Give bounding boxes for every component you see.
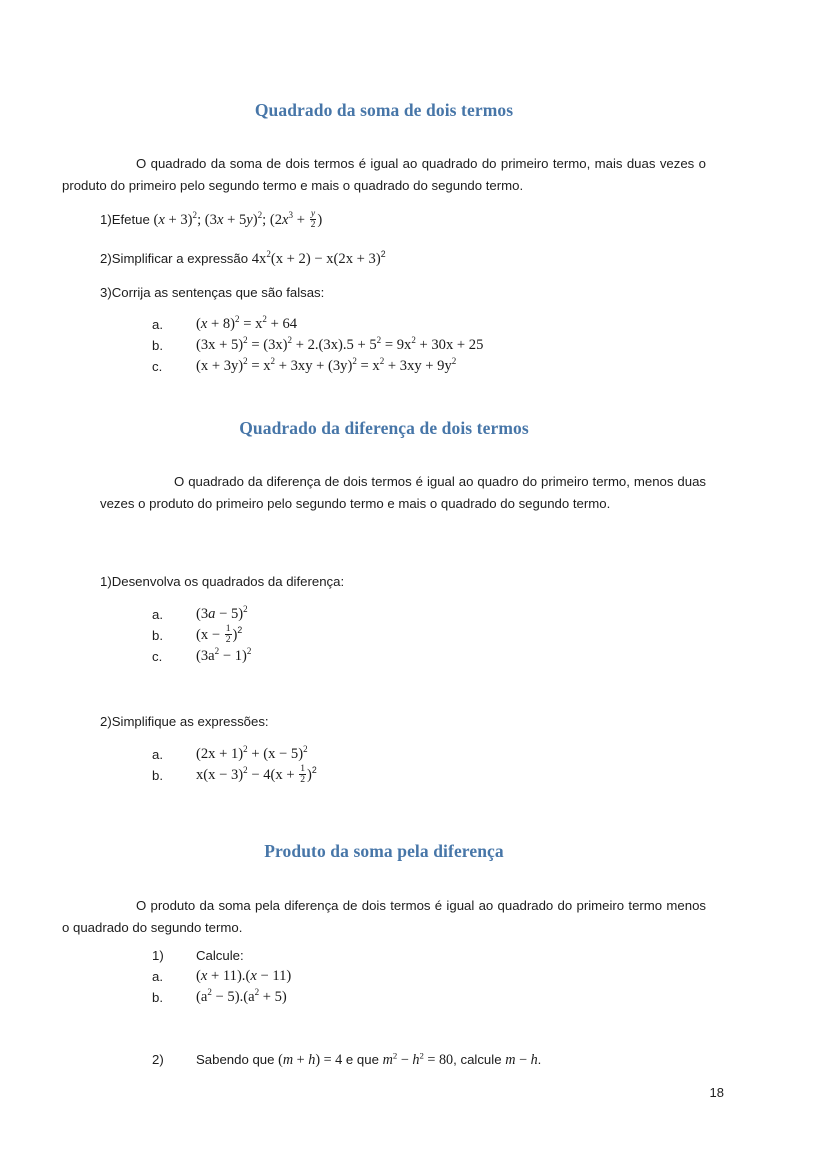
list-item	[152, 604, 712, 625]
list-item	[152, 744, 712, 765]
list-item-expression: $(x + 3y)^2 = x^2 + 3xy + (3y)^2 = x^2 + 3xy + 9y^2$	[196, 356, 457, 374]
list-item	[152, 356, 712, 377]
prompt-efetue-label: 1)Efetue	[100, 212, 150, 227]
list-item	[152, 625, 712, 646]
list-item-expression: $(a^2 - 5).(a^2 + 5)$	[196, 987, 287, 1005]
list-item-marker: a.	[152, 969, 163, 984]
section-title-produto-da-soma: Produto da soma pela diferença	[264, 841, 504, 861]
list-item-marker: b.	[152, 628, 163, 643]
prompt-simplificar	[100, 249, 386, 269]
final-question-text-end: .	[537, 1052, 542, 1067]
list-item	[152, 646, 712, 667]
list-item-expression: $(x + 8)^2 = x^2 + 64$	[196, 314, 298, 332]
list-item	[152, 966, 712, 987]
list-item-expression: (x − $\frac{1}{2}$ )$^2$	[196, 623, 243, 646]
prompt-simplifique: 2)Simplifique as expressões:	[100, 714, 269, 729]
section-paragraph-quadrado-da-soma: O quadrado da soma de dois termos é igual ao quadrado do primeiro termo, mais duas vezes o produto do primeiro pelo segundo termo e mais o quadrado do segundo termo.	[62, 156, 706, 193]
list-item-expression: $(3x + 5)^2 = (3x)^2 + 2.(3x).5 + 5^2 = 9x^2 + 30x + 25$	[196, 335, 484, 353]
final-question-expr1: (m + h) = 4	[278, 1052, 343, 1068]
section-paragraph-quadrado-da-diferenca: O quadrado da diferença de dois termos é igual ao quadro do primeiro termo, menos duas vezes o produto do primeiro pelo segundo termo e mais o quadrado do segundo termo.	[100, 474, 706, 511]
list-item	[152, 335, 712, 356]
list-item	[152, 945, 712, 966]
list-item	[152, 987, 712, 1008]
list-item-marker: c.	[152, 649, 163, 664]
prompt-desenvolva: 1)Desenvolva os quadrados da diferença:	[100, 574, 345, 589]
section-title-quadrado-da-soma: Quadrado da soma de dois termos	[254, 100, 514, 120]
list-item-expression: Calcule:	[196, 948, 244, 963]
page-number: 18	[709, 1085, 724, 1100]
prompt-simplificar-expression: $4x^2(x + 2) - x(2x + 3)^2$	[248, 249, 386, 267]
final-question-text-middle: e que	[342, 1052, 383, 1067]
final-question-expr3: m − h	[505, 1052, 538, 1068]
list-item-expression: $(2x + 1)^2 + (x - 5)^2$	[196, 744, 308, 762]
list-item-marker: 1)	[152, 948, 164, 963]
list-item-marker: a.	[152, 747, 163, 762]
list-item-marker: a.	[152, 607, 163, 622]
list-item-expression: $(3a^2 - 1)^2$	[196, 646, 252, 664]
section-title-quadrado-da-diferenca: Quadrado da diferença de dois termos	[239, 418, 529, 438]
sub-list-simplifique	[152, 744, 712, 786]
list-item-marker: b.	[152, 990, 163, 1005]
list-item-marker: b.	[152, 768, 163, 783]
list-item-expression: $(3a - 5)^2$	[196, 604, 248, 622]
list-item-expression: (x + 11).(x − 11)	[196, 968, 292, 984]
sub-list-desenvolva	[152, 604, 712, 667]
final-question-text-before: Sabendo que	[196, 1052, 279, 1067]
list-item-marker: a.	[152, 317, 163, 332]
final-question	[152, 1049, 712, 1071]
final-question-marker: 2)	[152, 1052, 164, 1067]
final-question-text	[196, 1049, 712, 1071]
prompt-corrija: 3)Corrija as sentenças que são falsas:	[100, 285, 325, 300]
prompt-efetue-expression: $(x + 3)^2$; $(3x + 5y)^2$; ($2x^3$ + $\frac{y}{2}$ )	[149, 208, 323, 231]
list-item-marker: b.	[152, 338, 163, 353]
final-question-text-after: , calcule	[453, 1052, 506, 1067]
sub-list-calcule	[152, 945, 712, 1008]
sub-list-corrija	[152, 314, 712, 377]
prompt-simplificar-label: 2)Simplificar a expressão	[100, 251, 249, 266]
list-item	[152, 765, 712, 786]
prompt-efetue	[100, 210, 322, 231]
section-paragraph-produto-da-soma: O produto da soma pela diferença de dois termos é igual ao quadrado do primeiro termo menos o quadrado do segundo termo.	[62, 898, 706, 935]
list-item	[152, 314, 712, 335]
list-item-expression: $x(x - 3)^2 - 4(x$ + $\frac{1}{2}$ )$^2$	[196, 763, 317, 786]
list-item-marker: c.	[152, 359, 163, 374]
final-question-expr2: $m^2 - h^2 = 80$	[382, 1050, 454, 1068]
